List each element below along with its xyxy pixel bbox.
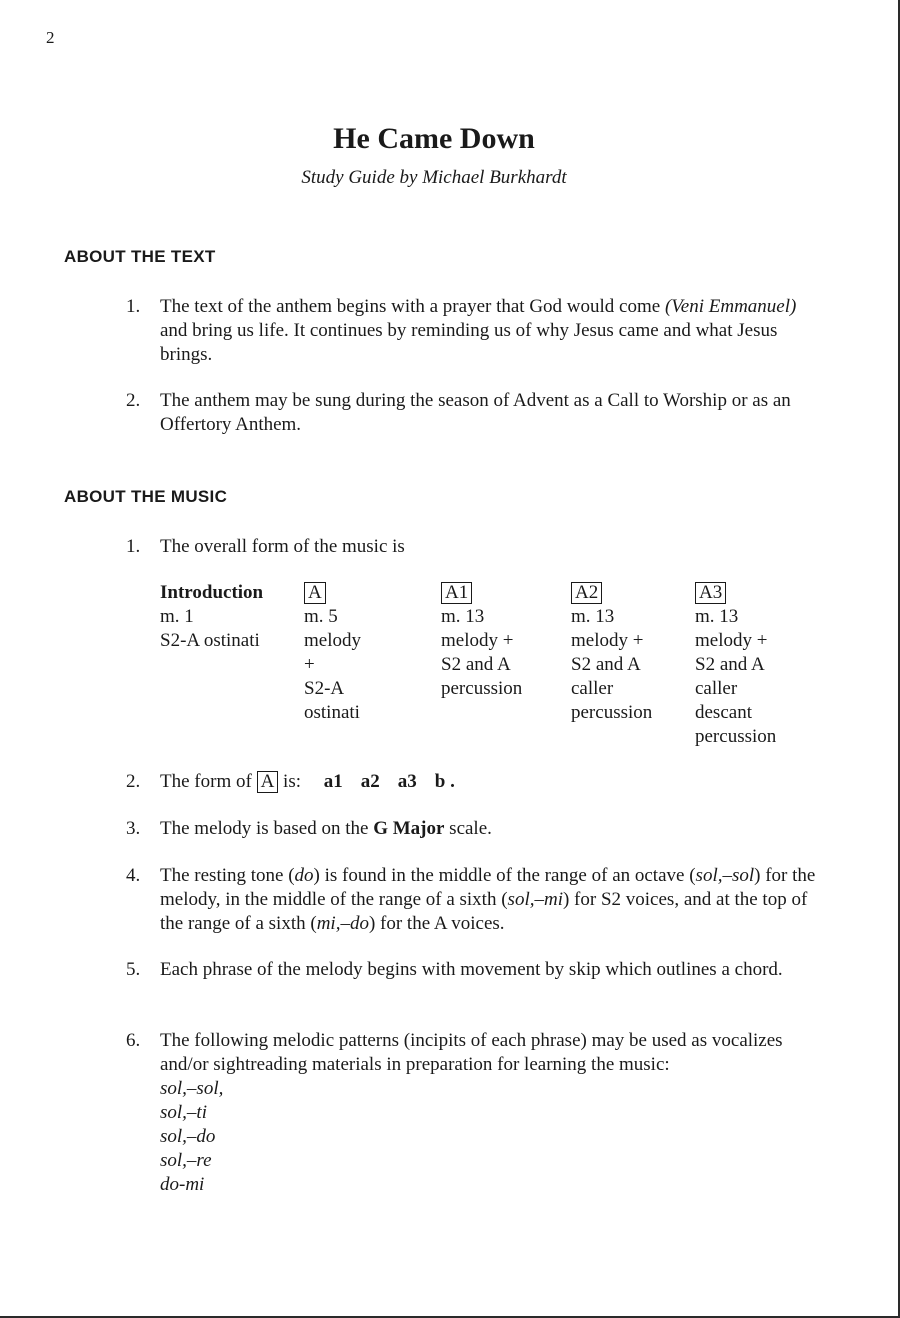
form-col-measure: m. 13 — [695, 606, 739, 627]
form-col-a1 — [441, 581, 522, 701]
music-item-1 — [126, 535, 816, 559]
item-number: 1. — [126, 296, 141, 317]
form-col-label: A — [304, 582, 326, 604]
form-col-line: caller — [571, 678, 614, 699]
melodic-pattern: do-mi — [160, 1174, 205, 1195]
form-col-measure: m. 13 — [571, 606, 615, 627]
form-col-a3 — [695, 581, 776, 749]
form-a-box: A — [257, 771, 279, 793]
item-text: The following melodic patterns (incipits of each phrase) may be used as vocalizes and/or sightreading materials in preparation for learning the music: — [160, 1030, 783, 1075]
form-col-label: A3 — [695, 582, 726, 604]
form-col-line: caller — [695, 678, 738, 699]
form-col-a2 — [571, 581, 652, 725]
music-item-5 — [126, 958, 816, 982]
item-number: 2. — [126, 771, 141, 792]
form-col-label: Introduction — [160, 582, 264, 603]
item-number: 6. — [126, 1030, 141, 1051]
form-col-a — [304, 581, 361, 725]
form-col-line: S2 and A — [571, 654, 641, 675]
form-col-line: S2-A ostinati — [160, 630, 260, 651]
form-col-line: melody + — [571, 630, 644, 651]
form-col-line: melody + — [304, 630, 361, 675]
music-item-4 — [126, 864, 816, 936]
item-number: 3. — [126, 818, 141, 839]
melodic-pattern: sol,–ti — [160, 1102, 207, 1123]
page-number: 2 — [46, 28, 55, 47]
form-col-line: S2 and A — [695, 654, 765, 675]
melodic-patterns-list — [160, 1077, 816, 1197]
form-col-line: melody + — [695, 630, 768, 651]
form-col-line: melody + — [441, 630, 514, 651]
form-col-measure: m. 13 — [441, 606, 485, 627]
melodic-pattern: sol,–re — [160, 1150, 212, 1171]
page-subtitle: Study Guide by Michael Burkhardt — [301, 167, 567, 188]
item-body: The text of the anthem begins with a prayer that God would come (Veni Emmanuel) and bring us life. It continues by reminding us of why Jesus came and what Jesus brings. — [160, 296, 797, 365]
item-body: The overall form of the music is — [160, 536, 405, 557]
form-col-measure: m. 5 — [304, 606, 338, 627]
page-title: He Came Down — [333, 122, 535, 155]
form-col-line: percussion — [571, 702, 653, 723]
item-number: 2. — [126, 390, 141, 411]
form-col-line: percussion — [441, 678, 523, 699]
form-col-line: S2-A ostinati — [304, 678, 360, 723]
form-col-label: A1 — [441, 582, 472, 604]
melodic-pattern: sol,–sol, — [160, 1078, 224, 1099]
item-number: 1. — [126, 536, 141, 557]
text-item-2 — [126, 389, 816, 437]
form-col-label: A2 — [571, 582, 602, 604]
item-body: The form of A is: a1 a2 a3 b . — [160, 771, 455, 792]
item-number: 4. — [126, 865, 141, 886]
form-col-line: S2 and A — [441, 654, 511, 675]
item-number: 5. — [126, 959, 141, 980]
form-col-measure: m. 1 — [160, 606, 194, 627]
item-body: The resting tone (do) is found in the middle of the range of an octave (sol,–sol) for the melody, in the middle of the range of a sixth (sol,–mi) for S2 voices, and at the top of the range of a sixth (mi,–do) for the A voices. — [160, 865, 816, 934]
item-body — [160, 1029, 816, 1197]
music-item-2 — [126, 770, 816, 794]
item-body: The melody is based on the G Major scale. — [160, 818, 492, 839]
form-col-introduction — [160, 581, 263, 653]
melodic-pattern: sol,–do — [160, 1126, 216, 1147]
form-parts: a1 a2 a3 b . — [323, 771, 455, 792]
form-col-line: descant — [695, 702, 752, 723]
form-col-line: percussion — [695, 726, 777, 747]
music-item-6 — [126, 1029, 816, 1197]
item-body: The anthem may be sung during the season of Advent as a Call to Worship or as an Offertory Anthem. — [160, 390, 791, 435]
item-body: Each phrase of the melody begins with movement by skip which outlines a chord. — [160, 959, 783, 980]
text-item-1 — [126, 295, 816, 367]
about-text-heading: ABOUT THE TEXT — [64, 247, 216, 266]
music-item-3 — [126, 817, 816, 841]
about-music-heading: ABOUT THE MUSIC — [64, 487, 228, 506]
